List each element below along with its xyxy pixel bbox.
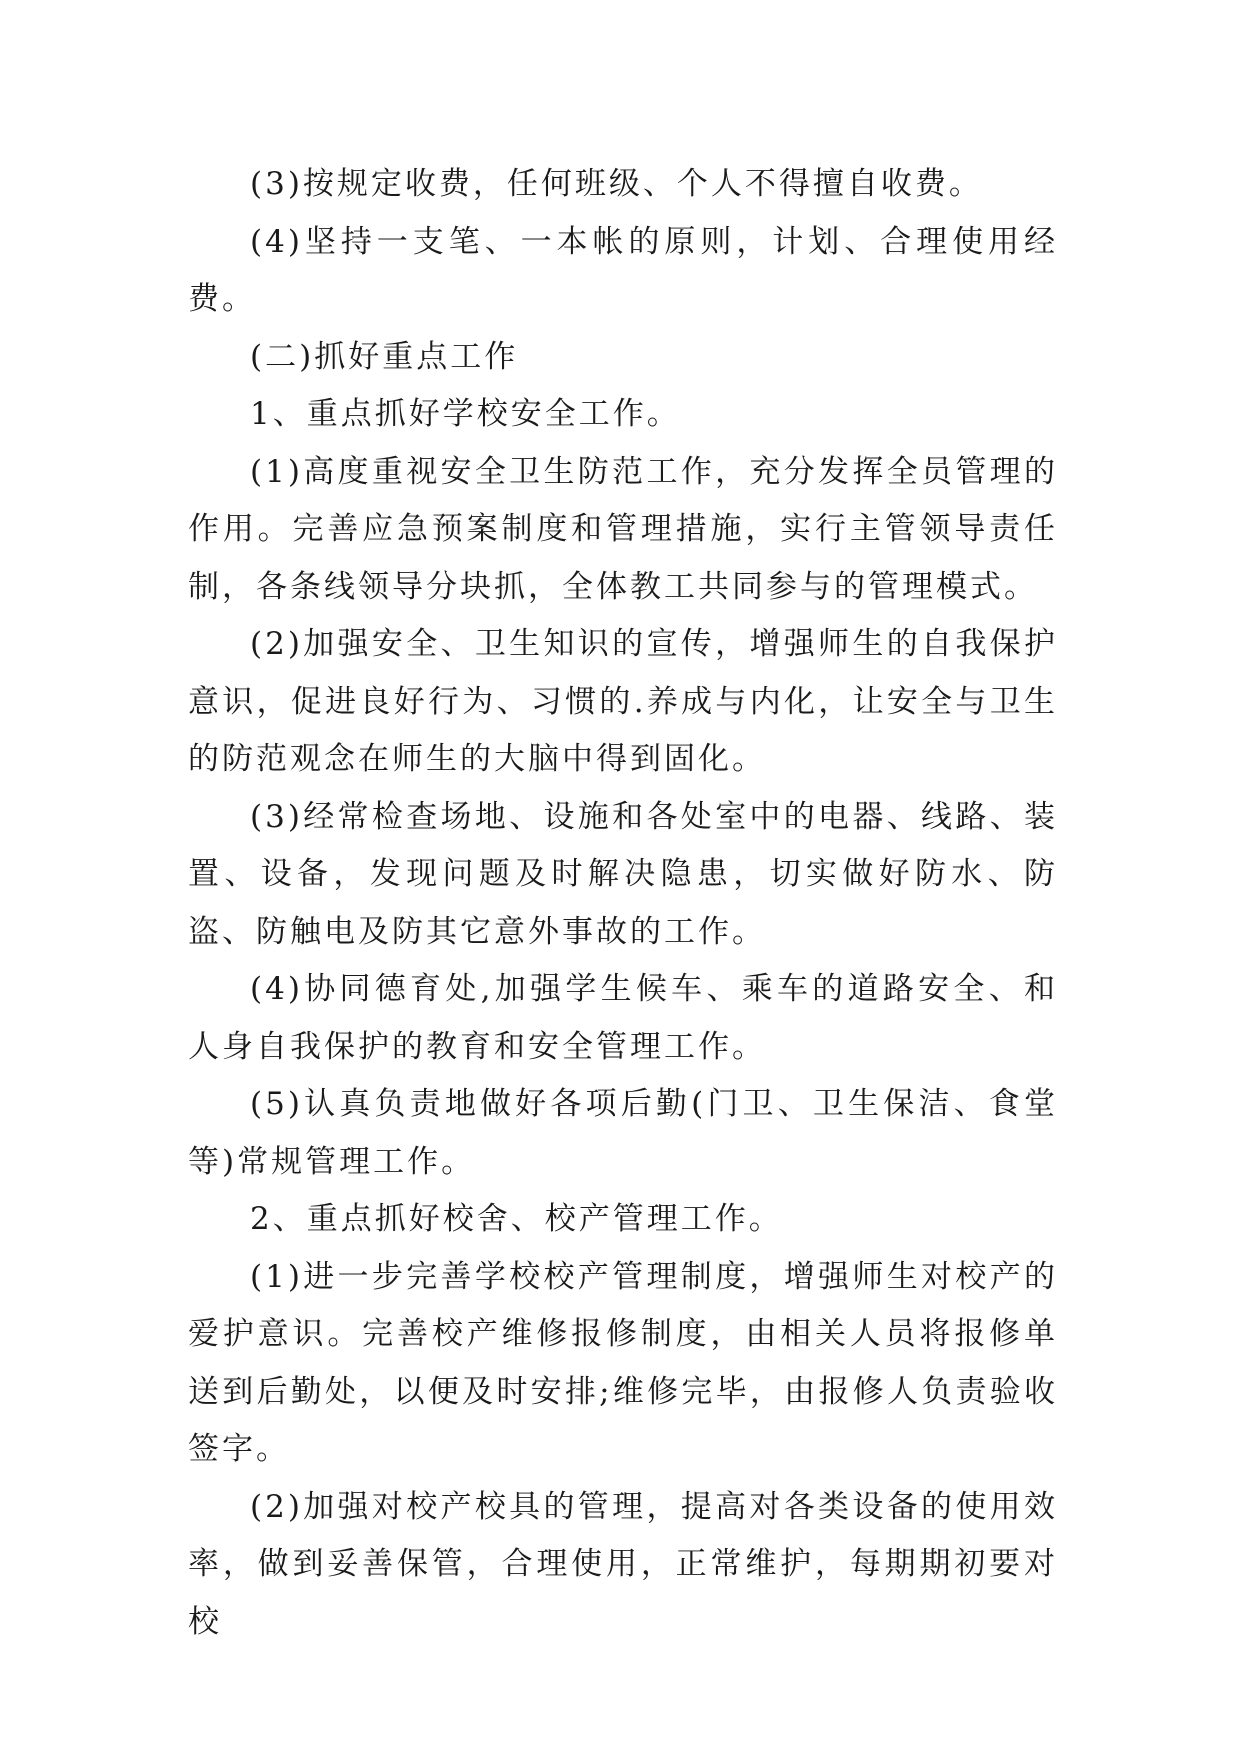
document-body bbox=[188, 156, 1058, 1651]
subheading-property-work: 2、重点抓好校舍、校产管理工作。 bbox=[250, 1201, 783, 1237]
paragraph-safety-3: (3)经常检查场地、设施和各处室中的电器、线路、装置、设备，发现问题及时解决隐患，切实做好防水、防盗、防触电及防其它意外事故的工作。 bbox=[188, 798, 1058, 950]
paragraph-safety-4: (4)协同德育处,加强学生候车、乘车的道路安全、和人身自我保护的教育和安全管理工作。 bbox=[188, 971, 1058, 1065]
paragraph-property-2: (2)加强对校产校具的管理，提高对各类设备的使用效率，做到妥善保管，合理使用，正常维护，每期期初要对校 bbox=[188, 1488, 1058, 1640]
paragraph-fee-rules: (3)按规定收费，任何班级、个人不得擅自收费。 bbox=[250, 166, 983, 202]
paragraph-property-1: (1)进一步完善学校校产管理制度，增强师生对校产的爱护意识。完善校产维修报修制度，由相关人员将报修单送到后勤处，以便及时安排;维修完毕，由报修人负责验收签字。 bbox=[188, 1258, 1058, 1467]
paragraph-safety-1: (1)高度重视安全卫生防范工作，充分发挥全员管理的作用。完善应急预案制度和管理措施，实行主管领导责任制，各条线领导分块抓，全体教工共同参与的管理模式。 bbox=[188, 453, 1058, 605]
subheading-safety-work: 1、重点抓好学校安全工作。 bbox=[250, 396, 681, 432]
paragraph-safety-5: (5)认真负责地做好各项后勤(门卫、卫生保洁、食堂等)常规管理工作。 bbox=[188, 1086, 1058, 1180]
paragraph-budget-principle: (4)坚持一支笔、一本帐的原则，计划、合理使用经费。 bbox=[188, 223, 1058, 317]
paragraph-safety-2: (2)加强安全、卫生知识的宣传，增强师生的自我保护意识，促进良好行为、习惯的.养成与内化，让安全与卫生的防范观念在师生的大脑中得到固化。 bbox=[188, 626, 1058, 777]
section-heading-key-work: (二)抓好重点工作 bbox=[250, 338, 519, 375]
